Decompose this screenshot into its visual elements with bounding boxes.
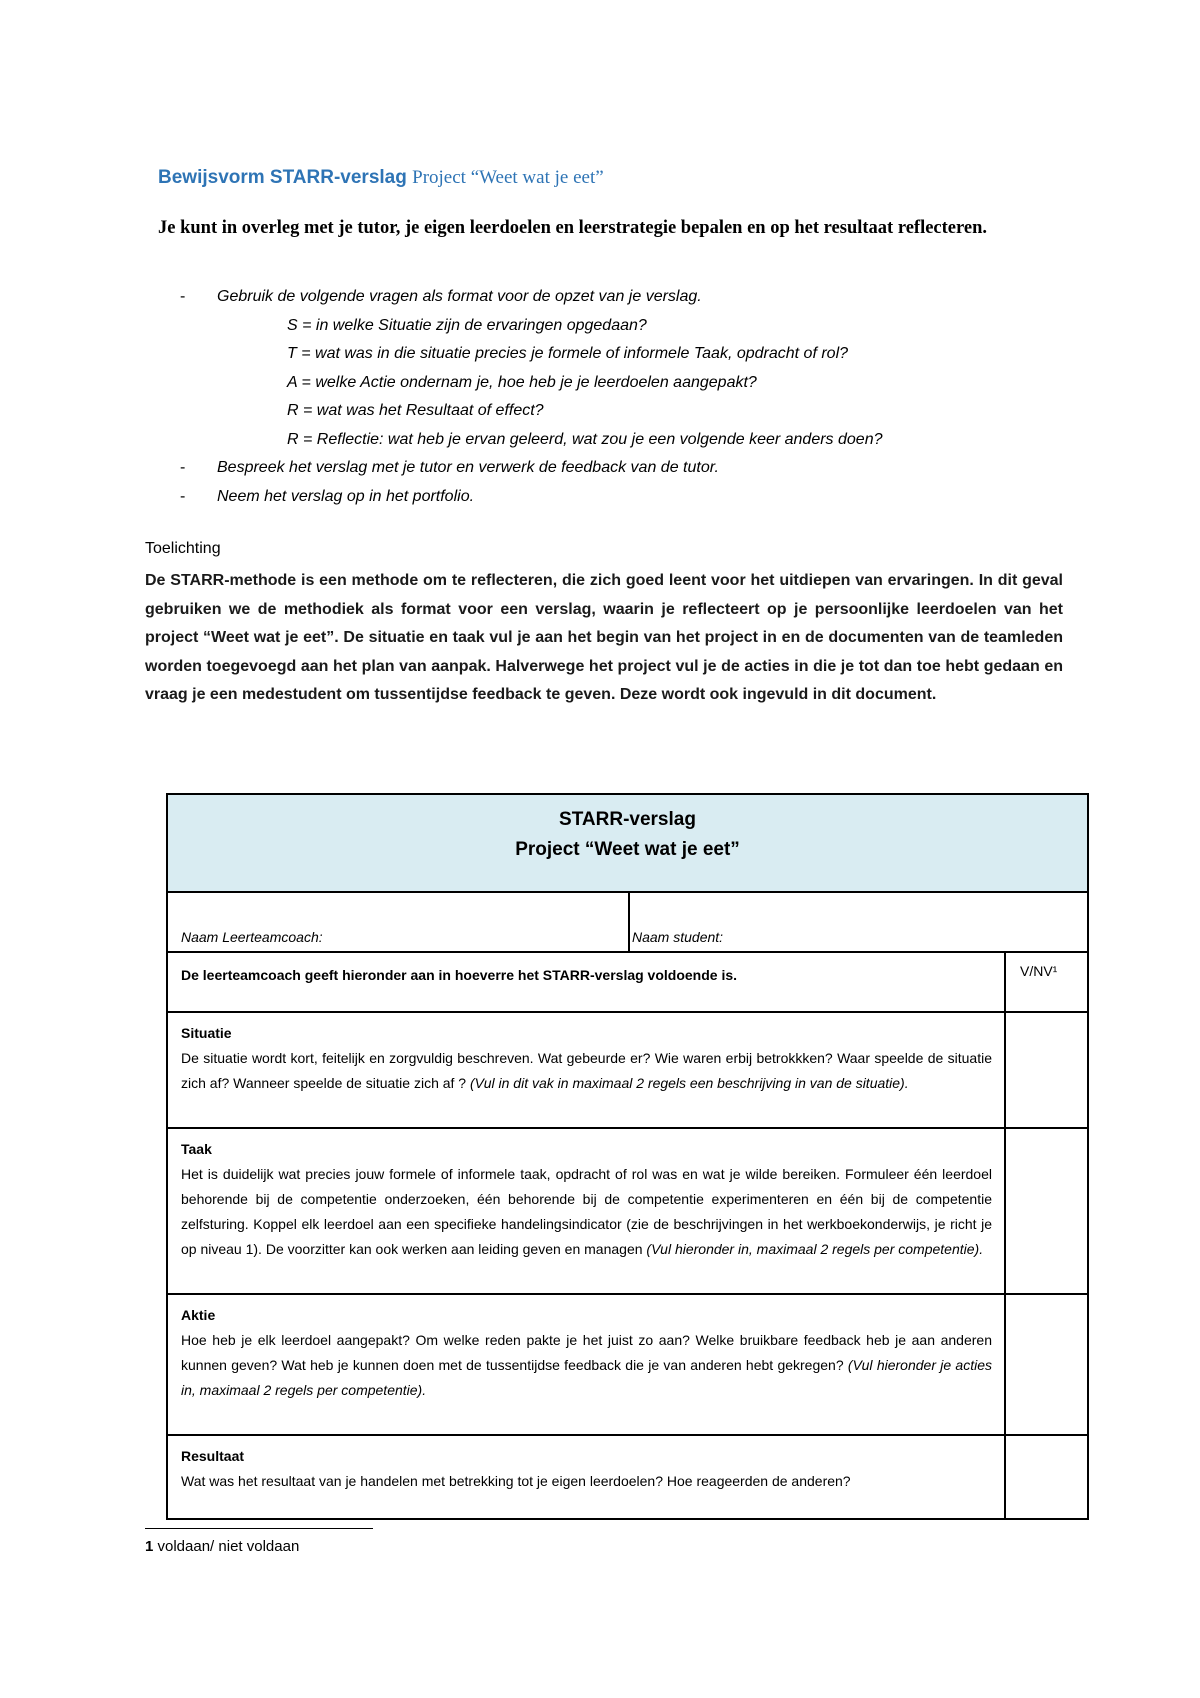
instruction-row <box>168 953 1087 1013</box>
section-body: De situatie wordt kort, feitelijk en zorgvuldig beschreven. Wat gebeurde er? Wie waren erbij betrokkken? Waar speelde de situatie zich af? Wanneer speelde de situatie zich af ? (Vul in dit vak in maximaal 2 regels een beschrijving in van de situatie). <box>181 1050 992 1091</box>
section-body: Wat was het resultaat van je handelen met betrekking tot je eigen leerdoelen? Hoe reageerden de anderen? <box>181 1473 851 1489</box>
student-name-field[interactable] <box>630 893 1087 951</box>
section-body: Hoe heb je elk leerdoel aangepakt? Om welke reden pakte je het juist zo aan? Welke bruikbare feedback heb je aan anderen kunnen geven? Wat heb je kunnen doen met de tussentijdse feedback die je van anderen hebt gekregen? (Vul hieronder je acties in, maximaal 2 regels per competentie). <box>181 1332 993 1398</box>
section-aktie <box>168 1295 1087 1436</box>
footnote <box>145 1538 299 1555</box>
table-header <box>168 795 1087 893</box>
title-project: Project “Weet wat je eet” <box>412 167 604 188</box>
section-heading: Resultaat <box>181 1448 245 1464</box>
list-subitem: R = Reflectie: wat heb je ervan geleerd, wat zou je een volgende keer anders doen? <box>287 430 883 448</box>
section-heading: Situatie <box>181 1025 232 1041</box>
section-heading: Aktie <box>181 1307 216 1323</box>
list-subitem: S = in welke Situatie zijn de ervaringen opgedaan? <box>287 316 647 334</box>
student-name-label: Naam student: <box>632 929 724 945</box>
table-subtitle: Project “Weet wat je eet” <box>515 839 740 860</box>
score-header: V/NV¹ <box>1020 963 1058 979</box>
intro-text: Je kunt in overleg met je tutor, je eigen leerdoelen en leerstrategie bepalen en op het resultaat reflecteren. <box>158 218 988 238</box>
section-score-cell[interactable] <box>1006 1013 1087 1127</box>
instruction-cell: De leerteamcoach geeft hieronder aan in hoeverre het STARR-verslag voldoende is. <box>168 953 1006 1011</box>
instruction-list <box>180 283 1080 511</box>
list-subitem: T = wat was in die situatie precies je formele of informele Taak, opdracht of rol? <box>287 345 849 362</box>
section-taak <box>168 1129 1087 1295</box>
title-main: Bewijsvorm STARR-verslag <box>158 167 407 188</box>
footnote-text: voldaan/ niet voldaan <box>153 1538 300 1555</box>
document-title <box>158 167 604 189</box>
coach-name-field[interactable] <box>168 893 630 951</box>
list-item: - Gebruik de volgende vragen als format voor de opzet van je verslag. <box>180 288 702 305</box>
section-score-cell[interactable] <box>1006 1436 1087 1518</box>
list-subitem: A = welke Actie ondernam je, hoe heb je je leerdoelen aangepakt? <box>287 373 757 391</box>
toelichting-text: De STARR-methode is een methode om te reflecteren, die zich goed leent voor het uitdiepen van ervaringen. In dit geval gebruiken we de methodiek als format voor een verslag, waarin je reflecteert op je persoonlijke leerdoelen van het project “Weet wat je eet”. De situatie en taak vul je aan het begin van het project in en de documenten van de teamleden worden toegevoegd aan het plan van aanpak. Halverwege het project vul je de acties in die je tot dan toe hebt gedaan en vraag je een medestudent om tussentijdse feedback te geven. Deze wordt ook ingevuld in dit document. <box>145 572 1063 703</box>
section-text-cell <box>168 1129 1006 1293</box>
footnote-separator <box>145 1528 373 1529</box>
list-item: - Bespreek het verslag met je tutor en verwerk de feedback van de tutor. <box>180 459 719 476</box>
toelichting-heading: Toelichting <box>145 540 221 557</box>
section-situatie <box>168 1013 1087 1129</box>
section-body: Het is duidelijk wat precies jouw formele of informele taak, opdracht of rol was en wat je wilde bereiken. Formuleer één leerdoel behorende bij de competentie onderzoeken, één behorende bij de competentie experimenteren en één bij de competentie zelfsturing. Koppel elk leerdoel aan een specifieke handelingsindicator (zie de beschrijvingen in het werkboekonderwijs, je richt je op niveau 1). De voorzitter kan ook werken aan leiding geven en managen (Vul hieronder in, maximaal 2 regels per competentie). <box>181 1166 992 1257</box>
starr-table <box>166 793 1089 1520</box>
coach-name-label: Naam Leerteamcoach: <box>181 929 323 945</box>
section-score-cell[interactable] <box>1006 1295 1087 1434</box>
section-text-cell <box>168 1295 1006 1434</box>
footnote-number: 1 <box>145 1538 154 1555</box>
table-title: STARR-verslag <box>559 809 696 830</box>
section-score-cell[interactable] <box>1006 1129 1087 1293</box>
names-row <box>168 893 1087 953</box>
section-heading: Taak <box>181 1141 212 1157</box>
section-text-cell <box>168 1013 1006 1127</box>
section-resultaat <box>168 1436 1087 1518</box>
list-item: - Neem het verslag op in het portfolio. <box>180 487 475 505</box>
list-subitem: R = wat was het Resultaat of effect? <box>287 402 544 419</box>
section-text-cell <box>168 1436 1006 1518</box>
